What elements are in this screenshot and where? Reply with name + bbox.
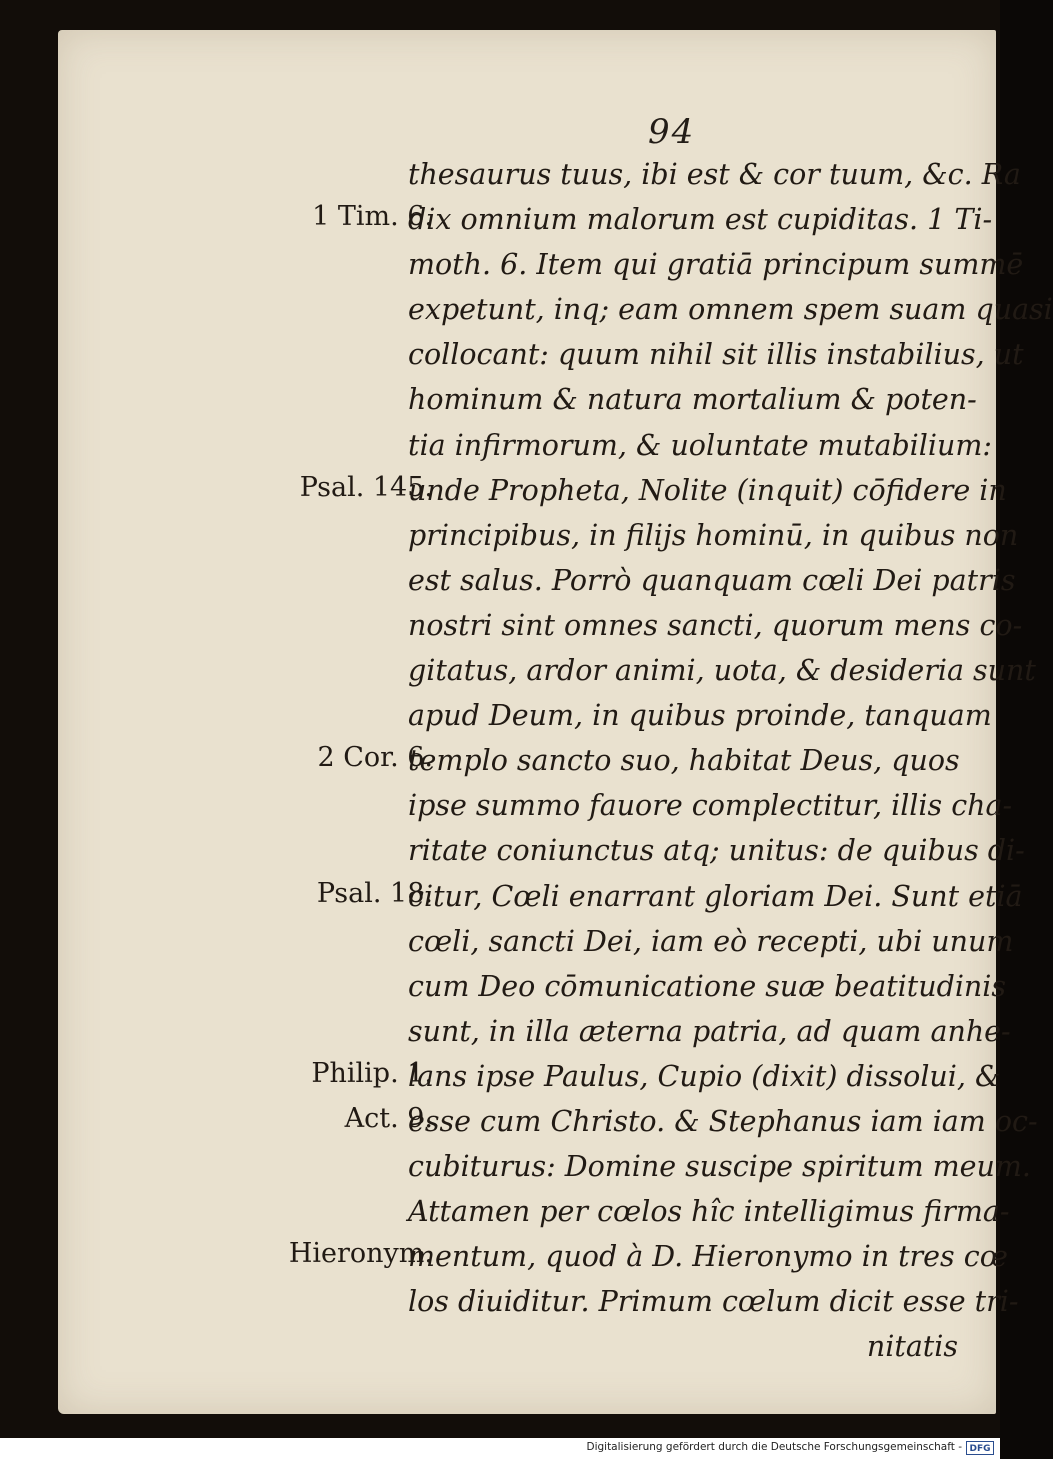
book-page [58, 30, 1053, 1414]
text-line: Attamen per cœlos hîc intelligimus firma- [408, 1195, 1010, 1229]
text-line: dix omnium malorum est cupiditas. 1 Ti- [408, 203, 993, 237]
text-line: templo sancto suo, habitat Deus, quos [408, 744, 960, 778]
text-line: expetunt, inq; eam omnem spem suam quasi [408, 293, 1053, 327]
margin-note: 1 Tim. 6. [312, 201, 433, 233]
text-line: los diuiditur. Primum cœlum dicit esse tri- [408, 1285, 1019, 1319]
text-line: gitatus, ardor animi, uota, & desideria sunt [408, 654, 1036, 688]
text-line: moth. 6. Item qui gratiā principum summē [408, 248, 1024, 282]
text-line: mentum, quod à D. Hieronymo in tres cœ [408, 1240, 1008, 1274]
text-line: citur, Cœli enarrant gloriam Dei. Sunt etiā [408, 879, 1023, 913]
catchword: nitatis [866, 1330, 958, 1364]
text-line: principibus, in filijs hominū, in quibus non [408, 518, 1019, 552]
text-line: apud Deum, in quibus proinde, tanquam [408, 699, 992, 733]
text-line: unde Propheta, Nolite (inquit) cōfidere in [408, 473, 1007, 507]
funding-credit: Digitalisierung gefördert durch die Deutsche Forschungsgemeinschaft - [586, 1441, 962, 1453]
text-line: hominum & natura mortalium & poten- [408, 383, 977, 417]
text-line: cœli, sancti Dei, iam eò recepti, ubi unum [408, 924, 1014, 958]
text-line: est salus. Porrò quanquam cœli Dei patris [408, 563, 1016, 597]
text-line: nostri sint omnes sancti, quorum mens co- [408, 608, 1023, 642]
page-number: 94 [648, 112, 696, 152]
text-line: sunt, in illa æterna patria, ad quam anhe- [408, 1014, 1011, 1048]
dfg-logo-icon: DFG [966, 1441, 994, 1455]
margin-note: Psal. 18. [316, 877, 433, 909]
footer-bar [0, 1438, 1000, 1459]
text-line: collocant: quum nihil sit illis instabilius, ut [408, 338, 1024, 372]
text-line: thesaurus tuus, ibi est & cor tuum, &c. Ra [408, 158, 1021, 191]
margin-note: Act. 9. [344, 1103, 433, 1135]
margin-note: Psal. 145. [299, 471, 433, 503]
text-line: ipse summo fauore complectitur, illis cha- [408, 789, 1013, 823]
text-line: ritate coniunctus atq; unitus: de quibus di- [408, 834, 1025, 868]
text-line: tia infirmorum, & uoluntate mutabilium: [408, 428, 993, 462]
margin-note: 2 Cor. 6. [317, 742, 433, 774]
body-text [408, 152, 1053, 1370]
text-line: lans ipse Paulus, Cupio (dixit) dissolui, & [408, 1059, 1001, 1093]
text-line: esse cum Christo. & Stephanus iam iam oc- [408, 1104, 1038, 1138]
margin-note: Philip. 1. [311, 1058, 433, 1089]
text-line: cum Deo cōmunicatione suæ beatitudinis [408, 969, 1007, 1003]
text-line: cubiturus: Domine suscipe spiritum meum. [408, 1150, 1031, 1184]
margin-note: Hieronym. [288, 1238, 433, 1270]
